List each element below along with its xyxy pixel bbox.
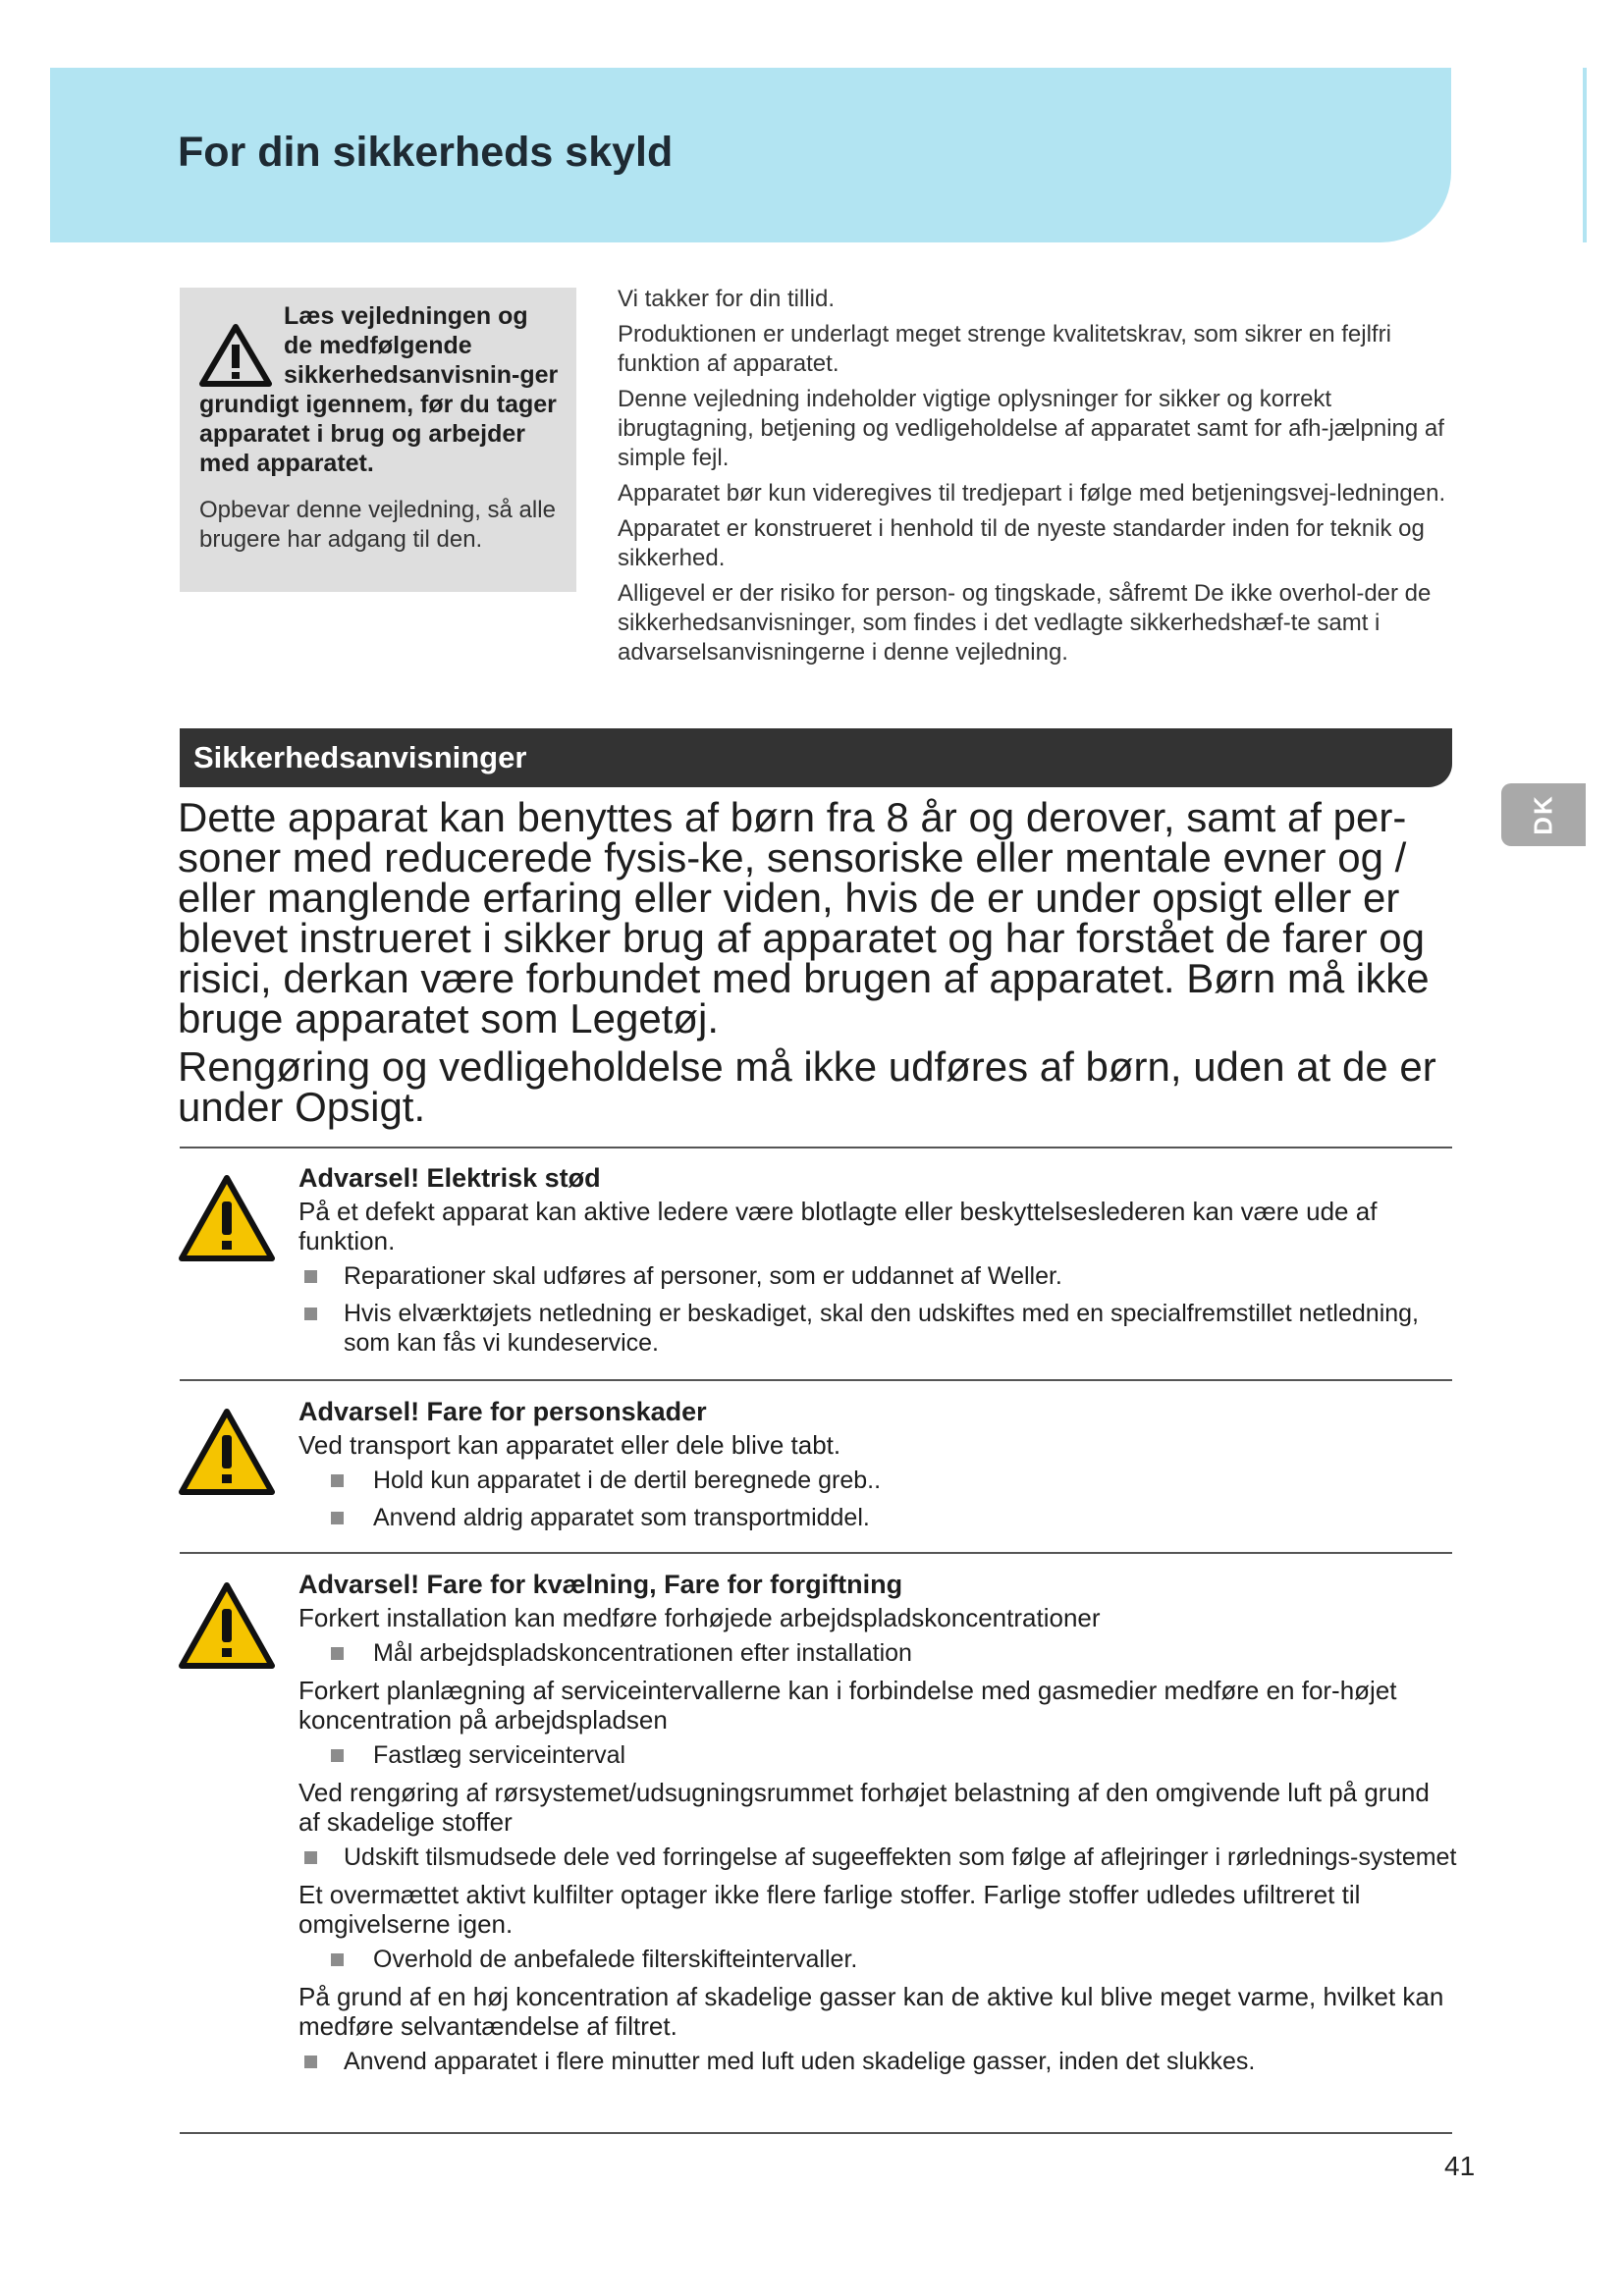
warning-text: Et overmættet aktivt kulfilter optager ikke flere farlige stoffer. Farlige stoffer udledes ufiltreret til omgivelserne igen.	[298, 1880, 1361, 1939]
intro-paragraph: Apparatet er konstrueret i henhold til de nyeste standarder inden for teknik og sikkerhed.	[618, 515, 1425, 571]
warning-electric-shock	[298, 1161, 1457, 1365]
language-tab-label: DK	[1528, 794, 1558, 835]
bullet-square-icon	[331, 1953, 344, 1966]
warning-personal-injury	[298, 1395, 1457, 1540]
list-item-text: Fastlæg serviceinterval	[373, 1741, 626, 1769]
bullet-square-icon	[331, 1647, 344, 1660]
divider	[180, 1552, 1452, 1554]
list-item	[298, 1503, 1457, 1532]
list-item-text: Reparationer skal udføres af personer, som er uddannet af Weller.	[344, 1262, 1062, 1290]
warning-text: Forkert installation kan medføre forhøjede arbejdspladskoncentrationer	[298, 1603, 1101, 1632]
list-item	[298, 1638, 1457, 1668]
list-item-text: Hvis elværktøjets netledning er beskadiget, skal den udskiftes med en specialfremstillet netledning, som kan fås vi kundeservice.	[344, 1300, 1419, 1357]
list-item-text: Anvend aldrig apparatet som transportmiddel.	[373, 1504, 870, 1531]
list-item	[298, 1740, 1457, 1770]
intro-paragraph: Alligevel er der risiko for person- og tingskade, såfremt De ikke overhol-der de sikkerhedsanvisninger, som findes i det vedlagte sikkerhedshæf-te samt i advarselsanvisningerne i denne vejledning.	[618, 580, 1432, 666]
bullet-square-icon	[304, 2056, 317, 2068]
warning-triangle-yellow-icon	[178, 1581, 276, 1672]
intro-text	[618, 285, 1462, 673]
warning-text: På et defekt apparat kan aktive ledere være blotlagte eller beskyttelseslederen kan være ude af funktion.	[298, 1197, 1378, 1255]
list-item-text: Udskift tilsmudsede dele ved forringelse af sugeeffekten som følge af aflejringer i rørlednings-systemet	[344, 1843, 1457, 1871]
warning-title: Advarsel! Elektrisk stød	[298, 1163, 601, 1193]
list-item	[298, 1261, 1457, 1291]
read-instructions-notice	[180, 288, 576, 592]
list-item	[298, 1466, 1457, 1495]
list-item	[298, 1299, 1457, 1358]
section-heading: Sikkerhedsanvisninger	[180, 728, 1452, 787]
list-item-text: Mål arbejdspladskoncentrationen efter installation	[373, 1639, 912, 1667]
list-item	[298, 2047, 1457, 2076]
language-tab	[1501, 783, 1586, 846]
warning-suffocation-poisoning	[298, 1568, 1457, 2084]
bullet-square-icon	[331, 1474, 344, 1487]
bullet-square-icon	[331, 1749, 344, 1762]
bullet-square-icon	[304, 1851, 317, 1864]
large-notice-paragraph: Dette apparat kan benyttes af børn fra 8 år og derover, samt af per-soner med reducerede fysis-ke, sensoriske eller mentale evner og / eller manglende erfaring eller viden, hvis de er under opsigt eller er blevet instrueret i sikker brug af apparatet og har forstået de farer og risici, derkan være forbundet med brugen af apparatet. Børn må ikke bruge apparatet som Legetøj.	[178, 794, 1430, 1041]
warning-text: På grund af en høj koncentration af skadelige gasser kan de aktive kul blive meget varme, hvilket kan medføre selvantændelse af filtret.	[298, 1982, 1444, 2041]
notice-normal-text: Opbevar denne vejledning, så alle brugere har adgang til den.	[199, 497, 556, 553]
list-item	[298, 1945, 1457, 1974]
page-number: 41	[1444, 2151, 1476, 2181]
warning-text: Ved transport kan apparatet eller dele blive tabt.	[298, 1430, 841, 1460]
header-edge-strip	[1583, 68, 1587, 242]
divider	[180, 1379, 1452, 1381]
warning-title: Advarsel! Fare for personskader	[298, 1397, 707, 1426]
intro-paragraph: Vi takker for din tillid.	[618, 286, 835, 312]
notice-bold-text: Læs vejledningen og de medfølgende sikkerhedsanvisnin-ger grundigt igennem, før du tager apparatet i brug og arbejder med apparatet.	[199, 302, 559, 477]
warning-triangle-yellow-icon	[178, 1174, 276, 1264]
page-title: For din sikkerheds skyld	[178, 129, 674, 176]
divider	[180, 1147, 1452, 1148]
bullet-square-icon	[304, 1270, 317, 1283]
warning-triangle-yellow-icon	[178, 1408, 276, 1498]
bullet-square-icon	[331, 1512, 344, 1524]
intro-paragraph: Apparatet bør kun videregives til tredjepart i følge med betjeningsvej-ledningen.	[618, 480, 1446, 507]
intro-paragraph: Produktionen er underlagt meget strenge kvalitetskrav, som sikrer en fejlfri funktion af apparatet.	[618, 321, 1391, 377]
warning-text: Ved rengøring af rørsystemet/udsugningsrummet forhøjet belastning af den omgivende luft på grund af skadelige stoffer	[298, 1778, 1430, 1837]
bullet-square-icon	[304, 1308, 317, 1320]
list-item-text: Overhold de anbefalede filterskifteintervaller.	[373, 1946, 858, 1973]
list-item-text: Anvend apparatet i flere minutter med luft uden skadelige gasser, inden det slukkes.	[344, 2048, 1256, 2075]
warning-title: Advarsel! Fare for kvælning, Fare for forgiftning	[298, 1570, 903, 1599]
list-item-text: Hold kun apparatet i de dertil beregnede greb..	[373, 1467, 882, 1494]
divider	[180, 2132, 1452, 2134]
warning-triangle-outline-icon	[199, 323, 272, 388]
intro-paragraph: Denne vejledning indeholder vigtige oplysninger for sikker og korrekt ibrugtagning, betjening og vedligeholdelse af apparatet samt for afh-jælpning af simple fejl.	[618, 386, 1444, 471]
large-notice-paragraph: Rengøring og vedligeholdelse må ikke udføres af børn, uden at de er under Opsigt.	[178, 1043, 1436, 1130]
list-item	[298, 1842, 1457, 1872]
children-usage-notice	[178, 794, 1454, 1135]
warning-text: Forkert planlægning af serviceintervallerne kan i forbindelse med gasmedier medføre en for-højet koncentration på arbejdspladsen	[298, 1676, 1397, 1735]
